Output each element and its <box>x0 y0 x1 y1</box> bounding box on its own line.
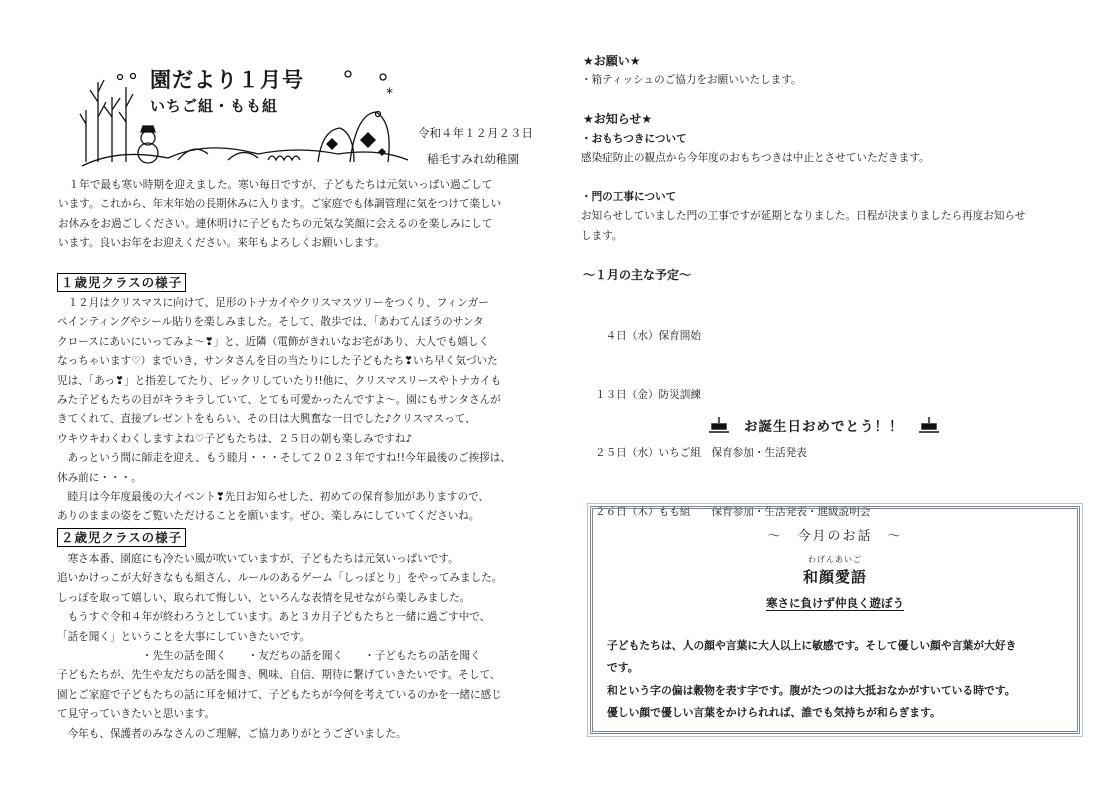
birthday-banner <box>708 414 940 436</box>
schedule-item: ４日（水）保育開始 <box>595 330 701 342</box>
story-title-reading: わげんあいご <box>808 555 862 564</box>
school-name: 稲毛すみれ幼稚園 <box>427 152 519 166</box>
request-heading: ★お願い★ <box>583 54 641 68</box>
section-body-2yo: 寒さ本番、園庭にも冷たい風が吹いていますが、子どもたちは元気いっぱいです。 追いかけっこが大好きなもも組さん、ルールのあるゲーム「しっぽとり」をやってみました。 しっぽを取って嬉しい、取られて悔しい、といろんな表情を見せながら楽しみました。 もうすぐ令和４年が終わろうとしています。あと３カ月子どもたちと一緒に過ごす中で、 「話を聞く」ということを大事にしていきたいです。 ・先生の話を聞く ・友だちの話を聞く ・子どもたちの話を聞く 子どもたちが、先生や友だちの話を聞き、興味、自信、期待に繋げていきたいです。そして、 園とご家庭で子どもたちの話に耳を傾けて、子どもたちが今何を考えているのかを一緒に感じ て見守っていきたいと思います。 今年も、保護者のみなさんのご理解、ご協力ありがとうございました。 <box>57 553 503 740</box>
cake-icon <box>708 414 730 436</box>
notice-item2-body: お知らせしていました門の工事ですが延期となりました。日程が決まりましたら再度お知らせ します。 <box>581 210 1026 242</box>
story-box <box>590 506 1080 734</box>
notice-item2-title: ・門の工事について <box>581 191 677 203</box>
issue-date: 令和４年１２月２３日 <box>418 126 533 140</box>
story-subtitle: 寒さに負けず仲良く遊ぼう <box>766 596 904 610</box>
schedule-item: ２６日（木）もも組 保育参加・生活発表・進級説明会 <box>595 505 871 518</box>
story-title: 和顔愛語 <box>802 568 867 586</box>
notice-item1-title: ・おもちつきについて <box>581 133 687 145</box>
birthday-text: お誕生日おめでとう！！ <box>744 419 904 435</box>
schedule-item: ２５日（水）いちご組 保育参加・生活発表 <box>595 447 807 459</box>
schedule-item: １３日（金）防災訓練 <box>595 388 701 401</box>
intro-paragraph: １年で最も寒い時期を迎えました。寒い毎日ですが、子どもたちは元気いっぱい過ごして います。これから、年末年始の長期休みに入ります。ご家庭でも体調管理に気をつけて楽しい お休みをお過ごしください。連休明けに子どもたちの元気な笑顔に会えるのを楽しみにして います。良いお年をお迎えください。来年もよろしくお願いします。 <box>58 179 502 250</box>
cake-icon <box>918 414 940 436</box>
newsletter-title: 園だより１月号 <box>150 68 304 92</box>
section-heading-2yo: ２歳児クラスの様子 <box>57 528 186 547</box>
class-names: いちご組・もも組 <box>150 97 279 115</box>
svg-text:*: * <box>386 86 393 102</box>
story-heading: ～ 今月のお話 ～ <box>767 529 903 544</box>
schedule-heading: ～１月の主な予定～ <box>583 268 692 282</box>
section-body-1yo: １２月はクリスマスに向けて、足形のトナカイやクリスマスツリーをつくり、フィンガー ペインティングやシール貼りを楽しみました。そして、散歩では、「あわてんぼうのサンタ クロースにあいにいってみよ～❣」と、近隣（電飾がきれいなお宅があり、大人でも嬉しく なっちゃいます♡）までいき、サンタさんを目の当たりにした子どもたち❣いち早く気づいた 児は、「あっ❣」と指差してたり、ビックリしていたり!!他に、クリスマスリースやトナカイも みた子どもたちの目がキラキラしていて、とても可愛かったんですよ～。園にもサンタさんが きてくれて、直接プレゼントをもらい、その日は大興奮な一日でした♪クリスマスって、 ウキウキわくわくしますよね♡子どもたちは、２５日の朝も楽しみですね♪ あっという間に師走を迎え、もう睦月・・・そして２０２３年ですね!!今年最後のご挨拶は、 休み前に・・・。 睦月は今年度最後の大イベント❣先日お知らせした、初めての保育参加がありますので、 ありのままの姿をご覧いただけることを願います。ぜひ、楽しみにしていてくださいね。 <box>57 297 511 523</box>
notice-item1-body: 感染症防止の観点から今年度のおもちつきは中止とさせていただきます。 <box>581 152 930 164</box>
request-body: ・箱ティッシュのご協力をお願いいたします。 <box>581 74 802 86</box>
story-body: 子どもたちは、人の顔や言葉に大人以上に敏感です。そして優しい顔や言葉が大好き です。 和という字の偏は穀物を表す字です。腹がたつのは大抵おなかがすいている時です。 優しい顔で優しい言葉をかけられれば、誰でも気持ちが和らぎます。 <box>607 639 1017 719</box>
section-heading-1yo: １歳児クラスの様子 <box>57 273 186 292</box>
notice-heading: ★お知らせ★ <box>583 112 653 126</box>
